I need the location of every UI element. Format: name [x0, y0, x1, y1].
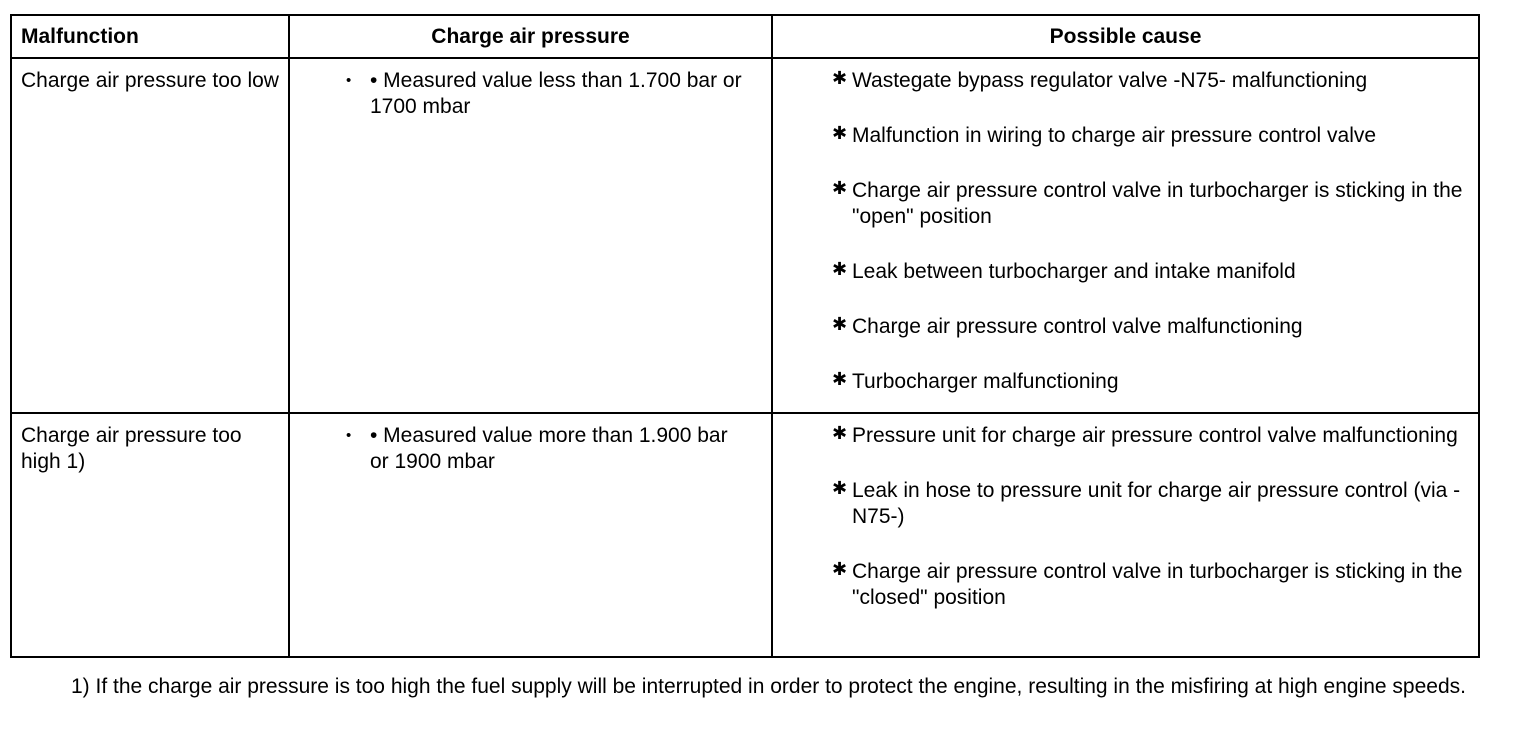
cause-text: Charge air pressure control valve in turbocharger is sticking in the "closed" position: [852, 560, 1463, 609]
table-header-row: [11, 15, 1479, 58]
cause-text: Wastegate bypass regulator valve -N75- malfunctioning: [852, 69, 1368, 92]
list-item: [773, 314, 1468, 340]
asterisk-icon: ✱: [832, 559, 848, 579]
table-row: [11, 413, 1479, 657]
header-malfunction: Malfunction: [11, 15, 289, 58]
malfunction-cell: Charge air pressure too low: [11, 58, 289, 413]
pressure-text: • Measured value less than 1.700 bar or 1700 mbar: [370, 69, 742, 118]
asterisk-icon: ✱: [832, 314, 848, 334]
cause-list: [773, 68, 1468, 395]
asterisk-icon: ✱: [832, 178, 848, 198]
list-item: [773, 559, 1468, 611]
pressure-cell: [289, 58, 772, 413]
asterisk-icon: ✱: [832, 123, 848, 143]
asterisk-icon: ✱: [832, 369, 848, 389]
cause-cell: [772, 58, 1479, 413]
asterisk-icon: ✱: [832, 423, 848, 443]
cause-text: Turbocharger malfunctioning: [852, 370, 1119, 393]
cause-text: Charge air pressure control valve malfunctioning: [852, 315, 1303, 338]
cause-list: [773, 423, 1468, 611]
bullet-icon: •: [346, 427, 352, 444]
list-item: [773, 423, 1468, 449]
list-item: [773, 123, 1468, 149]
list-item: [773, 369, 1468, 395]
malfunction-cell: Charge air pressure too high 1): [11, 413, 289, 657]
list-item: [773, 178, 1468, 230]
header-charge-air-pressure: Charge air pressure: [289, 15, 772, 58]
pressure-text: • Measured value more than 1.900 bar or 1900 mbar: [370, 424, 728, 473]
asterisk-icon: ✱: [832, 68, 848, 88]
pressure-cell: [289, 413, 772, 657]
cause-text: Charge air pressure control valve in turbocharger is sticking in the "open" position: [852, 179, 1463, 228]
asterisk-icon: ✱: [832, 259, 848, 279]
cause-text: Leak between turbocharger and intake manifold: [852, 260, 1296, 283]
table-row: [11, 58, 1479, 413]
diagnosis-table: [10, 14, 1480, 658]
cause-text: Malfunction in wiring to charge air pressure control valve: [852, 124, 1377, 147]
asterisk-icon: ✱: [832, 478, 848, 498]
pressure-item: [290, 68, 771, 120]
header-possible-cause: Possible cause: [772, 15, 1479, 58]
cause-cell: [772, 413, 1479, 657]
cause-text: Leak in hose to pressure unit for charge air pressure control (via -N75-): [852, 479, 1461, 528]
pressure-item: [290, 423, 771, 475]
cause-text: Pressure unit for charge air pressure control valve malfunctioning: [852, 424, 1458, 447]
footnote: 1) If the charge air pressure is too high the fuel supply will be interrupted in order to protect the engine, resulting in the misfiring at high engine speeds.: [71, 675, 1466, 698]
list-item: [773, 68, 1468, 94]
bullet-icon: •: [346, 72, 352, 89]
list-item: [773, 259, 1468, 285]
list-item: [773, 478, 1468, 530]
